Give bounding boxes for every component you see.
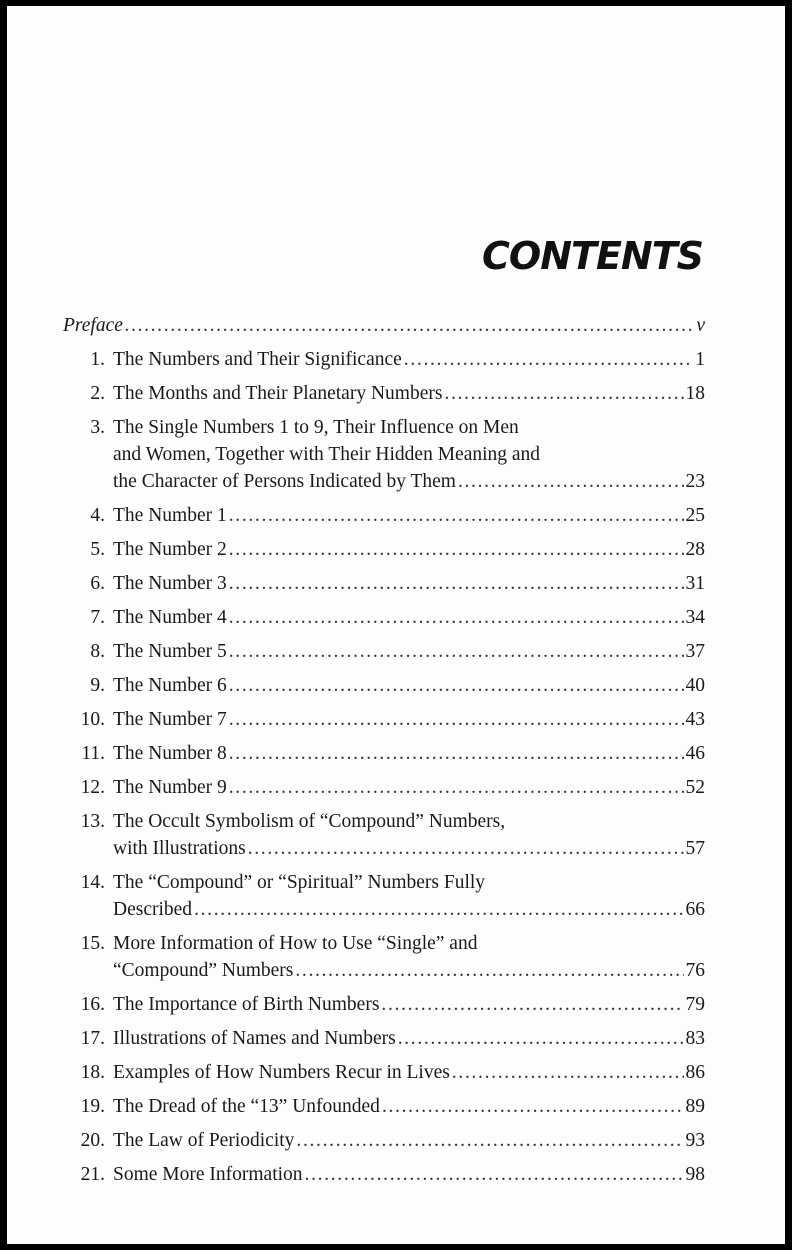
toc-entry: [63, 604, 705, 631]
chapter-number: 9.: [90, 675, 105, 696]
chapter-title-line: The Occult Symbolism of “Compound” Numbers,: [113, 811, 506, 832]
toc-entry: [63, 1161, 705, 1188]
preface-label: Preface: [63, 315, 123, 336]
chapter-number: 17.: [80, 1028, 105, 1049]
chapter-title-line: The Numbers and Their Significance: [113, 349, 402, 370]
page-number: 79: [685, 994, 705, 1015]
chapter-title: [113, 672, 705, 699]
toc-entry-preface: [63, 312, 705, 339]
chapter-number: 21.: [80, 1164, 105, 1185]
toc-entry: [63, 774, 705, 801]
chapter-title-line: Some More Information: [113, 1164, 303, 1185]
page-number: 46: [685, 743, 705, 764]
chapter-title: [113, 502, 705, 529]
chapter-title-line: The Law of Periodicity: [113, 1130, 295, 1151]
page-number: 66: [685, 899, 705, 920]
dot-leader: [125, 312, 694, 339]
chapter-title: [113, 869, 705, 923]
chapter-number: 12.: [80, 777, 105, 798]
page-number: 18: [685, 383, 705, 404]
chapter-title: [113, 1093, 705, 1120]
chapter-title-line: Described: [113, 899, 193, 920]
book-page: [7, 6, 785, 1244]
chapter-title-line: More Information of How to Use “Single” and: [113, 933, 478, 954]
dot-leader: [229, 774, 684, 801]
chapter-title: [113, 1059, 705, 1086]
chapter-number: 6.: [90, 573, 105, 594]
chapter-title: [113, 740, 705, 767]
page-number: 98: [685, 1164, 705, 1185]
chapter-number: 2.: [90, 383, 105, 404]
chapter-title: [113, 604, 705, 631]
chapter-number: 19.: [80, 1096, 105, 1117]
toc-entry: [63, 502, 705, 529]
chapter-number: 4.: [90, 505, 105, 526]
chapter-title-line: the Character of Persons Indicated by Them: [113, 471, 456, 492]
chapter-number: 11.: [81, 743, 105, 764]
chapter-title: [113, 638, 705, 665]
chapter-title: [113, 1161, 705, 1188]
chapter-title-line: The Number 4: [113, 607, 227, 628]
toc-entries: [63, 346, 705, 1188]
dot-leader: [382, 1093, 684, 1120]
page-number: 93: [685, 1130, 705, 1151]
dot-leader: [452, 1059, 684, 1086]
chapter-title-line: The Number 6: [113, 675, 227, 696]
chapter-title: [113, 346, 705, 373]
page-number: 57: [685, 838, 705, 859]
chapter-number: 8.: [90, 641, 105, 662]
dot-leader: [194, 896, 683, 923]
toc-entry: [63, 346, 705, 373]
chapter-title: [113, 706, 705, 733]
chapter-title-line: Examples of How Numbers Recur in Lives: [113, 1062, 450, 1083]
chapter-title: [113, 808, 705, 862]
chapter-title: [113, 991, 705, 1018]
page-title: CONTENTS: [482, 234, 703, 278]
chapter-title-line: The Dread of the “13” Unfounded: [113, 1096, 380, 1117]
chapter-number: 13.: [80, 811, 105, 832]
chapter-title-line: The Number 9: [113, 777, 227, 798]
page-number: 1: [695, 349, 705, 370]
preface-page-number: v: [696, 315, 705, 336]
chapter-title: [113, 774, 705, 801]
toc-entry: [63, 672, 705, 699]
chapter-title: [113, 1127, 705, 1154]
page-number: 25: [685, 505, 705, 526]
toc-entry: [63, 1059, 705, 1086]
page-number: 86: [685, 1062, 705, 1083]
dot-leader: [229, 570, 684, 597]
chapter-title-line: The Number 5: [113, 641, 227, 662]
dot-leader: [305, 1161, 684, 1188]
chapter-number: 1.: [90, 349, 105, 370]
dot-leader: [444, 380, 683, 407]
chapter-title-line: The Number 8: [113, 743, 227, 764]
page-number: 52: [685, 777, 705, 798]
dot-leader: [458, 468, 684, 495]
dot-leader: [229, 536, 684, 563]
chapter-title-line: The Number 1: [113, 505, 227, 526]
chapter-title-line: The Single Numbers 1 to 9, Their Influence on Men: [113, 417, 519, 438]
chapter-number: 5.: [90, 539, 105, 560]
page-number: 28: [685, 539, 705, 560]
chapter-title: [113, 930, 705, 984]
page-number: 89: [685, 1096, 705, 1117]
chapter-title: [113, 536, 705, 563]
chapter-number: 15.: [80, 933, 105, 954]
toc-entry: [63, 414, 705, 495]
chapter-number: 14.: [80, 872, 105, 893]
page-number: 40: [685, 675, 705, 696]
dot-leader: [248, 835, 684, 862]
chapter-title-line: with Illustrations: [113, 838, 246, 859]
dot-leader: [296, 1127, 683, 1154]
dot-leader: [295, 957, 683, 984]
dot-leader: [229, 706, 684, 733]
chapter-title-line: The Importance of Birth Numbers: [113, 994, 380, 1015]
toc-entry: [63, 380, 705, 407]
chapter-title-line: “Compound” Numbers: [113, 960, 294, 981]
toc-entry: [63, 570, 705, 597]
chapter-number: 3.: [90, 417, 105, 438]
page-number: 83: [685, 1028, 705, 1049]
dot-leader: [229, 638, 684, 665]
chapter-title-line: The “Compound” or “Spiritual” Numbers Fully: [113, 872, 486, 893]
chapter-title: [113, 380, 705, 407]
page-number: 23: [685, 471, 705, 492]
toc-entry: [63, 1127, 705, 1154]
toc-entry: [63, 930, 705, 984]
page-number: 34: [685, 607, 705, 628]
chapter-number: 20.: [80, 1130, 105, 1151]
toc-entry: [63, 808, 705, 862]
toc-entry: [63, 740, 705, 767]
page-number: 76: [685, 960, 705, 981]
dot-leader: [229, 604, 684, 631]
toc-entry: [63, 991, 705, 1018]
chapter-number: 16.: [80, 994, 105, 1015]
chapter-title-line: The Number 7: [113, 709, 227, 730]
chapter-title-line: The Number 3: [113, 573, 227, 594]
chapter-title-line: Illustrations of Names and Numbers: [113, 1028, 396, 1049]
page-number: 31: [685, 573, 705, 594]
dot-leader: [398, 1025, 684, 1052]
dot-leader: [229, 502, 684, 529]
chapter-number: 10.: [80, 709, 105, 730]
page-number: 43: [685, 709, 705, 730]
toc-entry: [63, 1093, 705, 1120]
dot-leader: [381, 991, 683, 1018]
page-number: 37: [685, 641, 705, 662]
chapter-number: 18.: [80, 1062, 105, 1083]
dot-leader: [229, 740, 684, 767]
chapter-title-line: and Women, Together with Their Hidden Meaning and: [113, 444, 541, 465]
chapter-title: [113, 570, 705, 597]
toc-entry: [63, 1025, 705, 1052]
chapter-number: 7.: [90, 607, 105, 628]
chapter-title-line: The Number 2: [113, 539, 227, 560]
table-of-contents: [63, 312, 705, 1195]
toc-entry: [63, 638, 705, 665]
toc-entry: [63, 706, 705, 733]
chapter-title: [113, 414, 705, 495]
chapter-title: [113, 1025, 705, 1052]
toc-entry: [63, 869, 705, 923]
dot-leader: [404, 346, 693, 373]
toc-entry: [63, 536, 705, 563]
dot-leader: [229, 672, 684, 699]
chapter-title-line: The Months and Their Planetary Numbers: [113, 383, 443, 404]
